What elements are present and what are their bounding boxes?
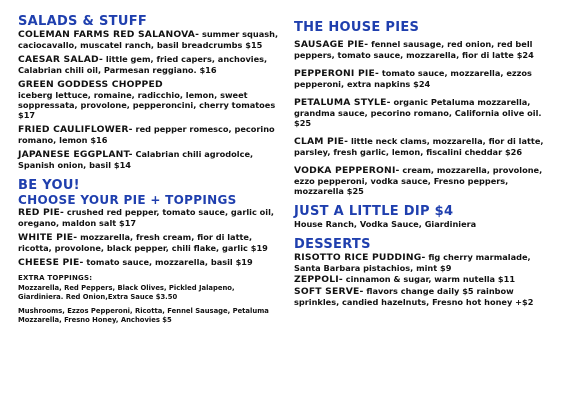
item-desc: iceberg lettuce, romaine, radicchio, lemon, sweet soppressata, provolone, pepperoncini, cherry tomatoes $17 (18, 90, 276, 120)
menu-item-vodka-pepperoni (294, 165, 556, 196)
house-pies-heading: THE HOUSE PIES (294, 20, 420, 35)
menu-item-rice-pudding (294, 252, 556, 273)
menu-item-pepperoni-pie (294, 68, 556, 89)
item-name: COLEMAN FARMS RED SALANOVA- (18, 29, 200, 40)
item-name: ZEPPOLI- (294, 274, 343, 285)
item-name: CAESAR SALAD- (18, 54, 104, 65)
menu-item-fried-cauliflower (18, 124, 280, 145)
item-name: CHEESE PIE- (18, 257, 84, 268)
menu-item-soft-serve (294, 286, 556, 307)
item-name: PEPPERONI PIE- (294, 68, 379, 79)
item-desc: flavors change daily $5 rainbow sprinkles, candied hazelnuts, Fresno hot honey +$2 (294, 286, 534, 307)
extra-toppings-list-2: Mushrooms, Ezzos Pepperoni, Ricotta, Fennel Sausage, Petaluma Mozzarella, Fresno Honey, Anchovies $5 (18, 307, 269, 324)
menu-item-cheese-pie (18, 257, 280, 268)
item-name: FRIED CAULIFLOWER- (18, 124, 133, 135)
item-name: CLAM PIE- (294, 136, 349, 147)
item-name: RISOTTO RICE PUDDING- (294, 252, 426, 263)
menu-item-clam-pie (294, 136, 556, 157)
item-desc: little gem, fried capers, anchovies, Calabrian chili oil, Parmesan reggiano. $16 (18, 54, 268, 75)
item-desc: fennel sausage, red onion, red bell peppers, tomato sauce, mozzarella, fior di latte $24 (294, 39, 534, 60)
item-name: RED PIE- (18, 207, 65, 218)
desserts-heading: DESSERTS (294, 237, 371, 252)
choose-pie-heading: CHOOSE YOUR PIE + TOPPINGS (18, 193, 237, 207)
menu-item-zeppoli (294, 274, 556, 285)
item-name: JAPANESE EGGPLANT- (18, 149, 133, 160)
item-name: WHITE PIE- (18, 232, 78, 243)
left-column (18, 14, 280, 330)
item-desc: Calabrian chili agrodolce, Spanish onion, basil $14 (18, 149, 254, 170)
menu-item-green-goddess (18, 79, 280, 120)
menu-item-sausage-pie (294, 39, 556, 60)
item-desc: organic Petaluma mozzarella, grandma sauce, pecorino romano, California olive oil. $25 (294, 97, 542, 128)
item-name: GREEN GODDESS CHOPPED (18, 79, 163, 90)
extra-toppings-list-1: Mozzarella, Red Peppers, Black Olives, Pickled Jalapeno, Giardiniera. Red Onion,Extra Sauce $3.50 (18, 284, 235, 301)
item-desc: cinnamon & sugar, warm nutella $11 (342, 274, 516, 284)
menu-item-caesar-salad (18, 54, 280, 75)
item-desc: mozzarella, fresh cream, fior di latte, ricotta, provolone, black pepper, chili flake, garlic $19 (18, 232, 268, 253)
item-desc: tomato sauce, mozzarella, basil $19 (83, 257, 253, 267)
menu-item-japanese-eggplant (18, 149, 280, 170)
item-name: SAUSAGE PIE- (294, 39, 369, 50)
menu-item-petaluma-style (294, 97, 556, 128)
menu-item-red-pie (18, 207, 280, 228)
dip-heading: JUST A LITTLE DIP $4 (294, 204, 454, 219)
item-name: PETALUMA STYLE- (294, 97, 391, 108)
menu-item-white-pie (18, 232, 280, 253)
item-desc: cream, mozzarella, provolone, ezzo pepperoni, vodka sauce, Fresno peppers, mozzarella $25 (294, 165, 543, 196)
item-name: SOFT SERVE- (294, 286, 364, 297)
extra-toppings-heading: EXTRA TOPPINGS: (18, 274, 93, 282)
item-desc: fig cherry marmalade, Santa Barbara pistachios, mint $9 (294, 252, 531, 273)
salads-heading: SALADS & STUFF (18, 14, 148, 29)
right-column (294, 14, 556, 311)
item-desc: little neck clams, mozzarella, fior di latte, parsley, fresh garlic, lemon, fiscalini cheddar $26 (294, 136, 544, 157)
item-name: VODKA PEPPERONI- (294, 165, 400, 176)
be-you-heading: BE YOU! (18, 178, 80, 193)
dip-options: House Ranch, Vodka Sauce, Giardiniera (294, 219, 477, 229)
item-desc: tomato sauce, mozzarella, ezzos pepperoni, extra napkins $24 (294, 68, 532, 89)
menu-item-red-salanova (18, 29, 280, 50)
item-desc: summer squash, caciocavallo, muscatel ranch, basil breadcrumbs $15 (18, 29, 279, 50)
item-desc: crushed red pepper, tomato sauce, garlic oil, oregano, maldon salt $17 (18, 207, 275, 228)
item-desc: red pepper romesco, pecorino romano, lemon $16 (18, 124, 275, 145)
